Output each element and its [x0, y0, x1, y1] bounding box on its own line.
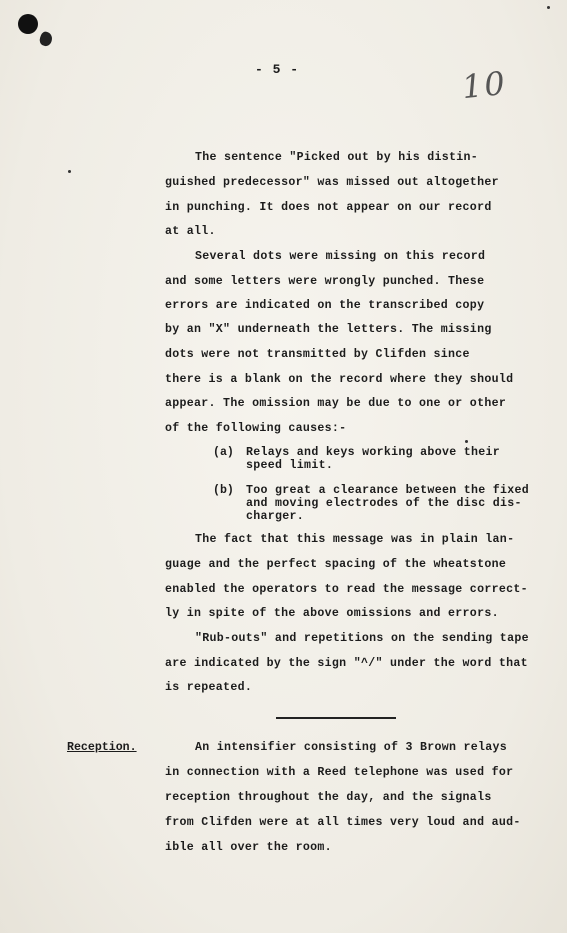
paragraph-line: ible all over the room. — [165, 841, 332, 854]
paragraph-line: dots were not transmitted by Clifden since — [165, 348, 470, 361]
paragraph-line: are indicated by the sign "^/" under the word that — [165, 657, 528, 670]
handwritten-folio-number: 10 — [460, 63, 509, 107]
paragraph-line: The fact that this message was in plain lan- — [195, 533, 515, 546]
paragraph-line: The sentence "Picked out by his distin- — [195, 151, 479, 164]
paragraph-line: there is a blank on the record where they should — [165, 373, 514, 386]
section-divider — [276, 717, 396, 719]
paragraph-line: of the following causes:- — [165, 422, 347, 435]
paragraph-line: at all. — [165, 225, 216, 238]
paragraph-line: in punching. It does not appear on our record — [165, 201, 492, 214]
paragraph-line: guage and the perfect spacing of the wheatstone — [165, 558, 507, 571]
paragraph-line: appear. The omission may be due to one or other — [165, 397, 507, 410]
paragraph-line: enabled the operators to read the message correct- — [165, 583, 528, 596]
stray-mark — [465, 440, 468, 443]
paragraph-line: in connection with a Reed telephone was used for — [165, 766, 514, 779]
list-item-line: speed limit. — [246, 459, 334, 472]
paragraph-line: and some letters were wrongly punched. These — [165, 275, 485, 288]
paragraph-line: guished predecessor" was missed out altogether — [165, 176, 499, 189]
section-heading-reception: Reception. — [67, 741, 137, 754]
list-item-line: Too great a clearance between the fixed — [246, 484, 530, 497]
stray-mark — [547, 6, 550, 9]
paragraph-line: by an "X" underneath the letters. The missing — [165, 323, 492, 336]
list-label: (a) — [213, 446, 234, 459]
paragraph-line: Several dots were missing on this record — [195, 250, 486, 263]
paragraph-line: An intensifier consisting of 3 Brown relays — [195, 741, 508, 754]
page-number: - 5 - — [255, 62, 300, 77]
stray-mark — [68, 170, 71, 173]
ink-blot — [38, 30, 54, 47]
list-item-line: Relays and keys working above their — [246, 446, 501, 459]
list-item-line: and moving electrodes of the disc dis- — [246, 497, 522, 510]
paragraph-line: from Clifden were at all times very loud and aud- — [165, 816, 521, 829]
paragraph-line: ly in spite of the above omissions and errors. — [165, 607, 499, 620]
punch-hole — [18, 14, 38, 34]
list-item-line: charger. — [246, 510, 305, 523]
paragraph-line: is repeated. — [165, 681, 253, 694]
paragraph-line: "Rub-outs" and repetitions on the sending tape — [195, 632, 529, 645]
paragraph-line: reception throughout the day, and the signals — [165, 791, 492, 804]
paragraph-line: errors are indicated on the transcribed copy — [165, 299, 485, 312]
list-label: (b) — [213, 484, 234, 497]
